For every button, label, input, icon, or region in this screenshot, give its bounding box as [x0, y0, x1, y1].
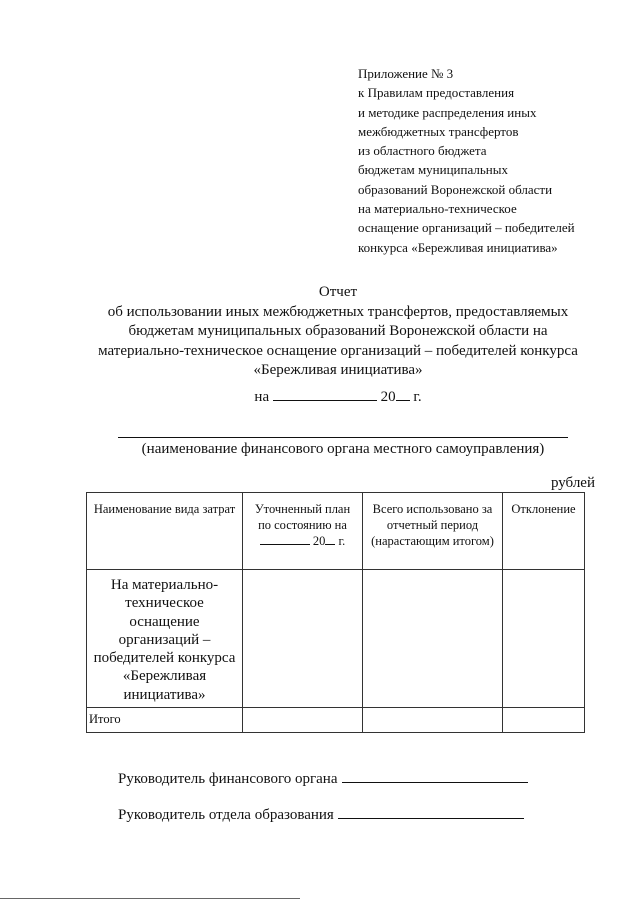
appendix-line: на материально-техническое — [358, 201, 517, 217]
appendix-line: к Правилам предоставления — [358, 85, 515, 101]
total-label-cell: Итого — [87, 708, 243, 733]
appendix-line: оснащение организаций – победителей — [358, 220, 575, 236]
appendix-line: Приложение № 3 — [358, 66, 454, 81]
expense-label-line: На материально- — [110, 577, 219, 593]
plan-date-suffix: г. — [338, 534, 346, 548]
signature-label: Руководитель отдела образования — [118, 807, 334, 823]
report-date-line — [60, 387, 616, 406]
fin-org-caption: (наименование финансового органа местного самоуправления) — [141, 441, 545, 457]
year-blank — [396, 387, 410, 401]
date-year-prefix: 20 — [380, 389, 396, 405]
table-total-row — [87, 708, 585, 733]
date-blank — [273, 387, 377, 401]
plan-year-blank — [325, 533, 335, 545]
appendix-line: конкурса «Бережливая инициатива» — [358, 239, 558, 255]
expense-label-line: техническое — [125, 595, 204, 612]
plan-date-blank — [260, 533, 310, 545]
appendix-line: и методике распределения иных — [358, 104, 537, 120]
page-footer-line — [0, 898, 300, 899]
report-title-line: об использовании иных межбюджетных трансфертов, предоставляемых — [107, 303, 569, 320]
total-plan-cell — [243, 708, 363, 733]
table-header-row — [87, 493, 585, 570]
date-suffix: г. — [413, 389, 422, 405]
date-prefix: на — [254, 389, 270, 405]
appendix-line: бюджетам муниципальных — [358, 162, 508, 178]
column-header-used: Всего использовано за отчетный период (нарастающим итогом) — [363, 493, 503, 570]
signature-label: Руководитель финансового органа — [118, 771, 338, 787]
column-header-deviation: Отклонение — [503, 493, 585, 570]
appendix-line: межбюджетных трансфертов — [358, 123, 519, 139]
expense-label-line: победителей конкурса — [93, 650, 236, 667]
plan-value-cell — [243, 570, 363, 708]
column-header-expense-type: Наименование вида затрат — [87, 493, 243, 570]
appendix-line: из областного бюджета — [358, 143, 487, 159]
signature-edu-head — [118, 806, 524, 824]
report-title-line: материально-техническое оснащение организаций – победителей конкурса — [98, 342, 578, 359]
total-used-cell — [363, 708, 503, 733]
signature-blank — [342, 770, 528, 783]
expense-label-line: «Бережливая — [122, 668, 207, 685]
currency-unit: рублей — [550, 475, 595, 491]
expense-type-cell — [87, 570, 243, 708]
deviation-value-cell — [503, 570, 585, 708]
signature-blank — [338, 806, 524, 819]
appendix-block — [358, 64, 628, 257]
signature-fin-head — [118, 770, 528, 788]
expense-label-line: оснащение — [129, 613, 200, 630]
report-table — [86, 492, 585, 733]
report-title-line: бюджетам муниципальных образований Воронежской области на — [128, 323, 548, 339]
total-deviation-cell — [503, 708, 585, 733]
report-title — [60, 283, 616, 381]
fin-org-name-line — [118, 437, 568, 438]
appendix-line: образований Воронежской области — [358, 181, 553, 197]
expense-label-line: организаций – — [118, 631, 211, 648]
report-heading: Отчет — [318, 284, 358, 300]
expense-label-line: инициатива» — [123, 686, 206, 703]
used-value-cell — [363, 570, 503, 708]
table-row — [87, 570, 585, 708]
column-header-plan: Уточненный план по состоянию на 20 г. — [243, 493, 363, 570]
plan-date-year: 20 — [312, 534, 326, 548]
report-title-line: «Бережливая инициатива» — [253, 362, 423, 378]
